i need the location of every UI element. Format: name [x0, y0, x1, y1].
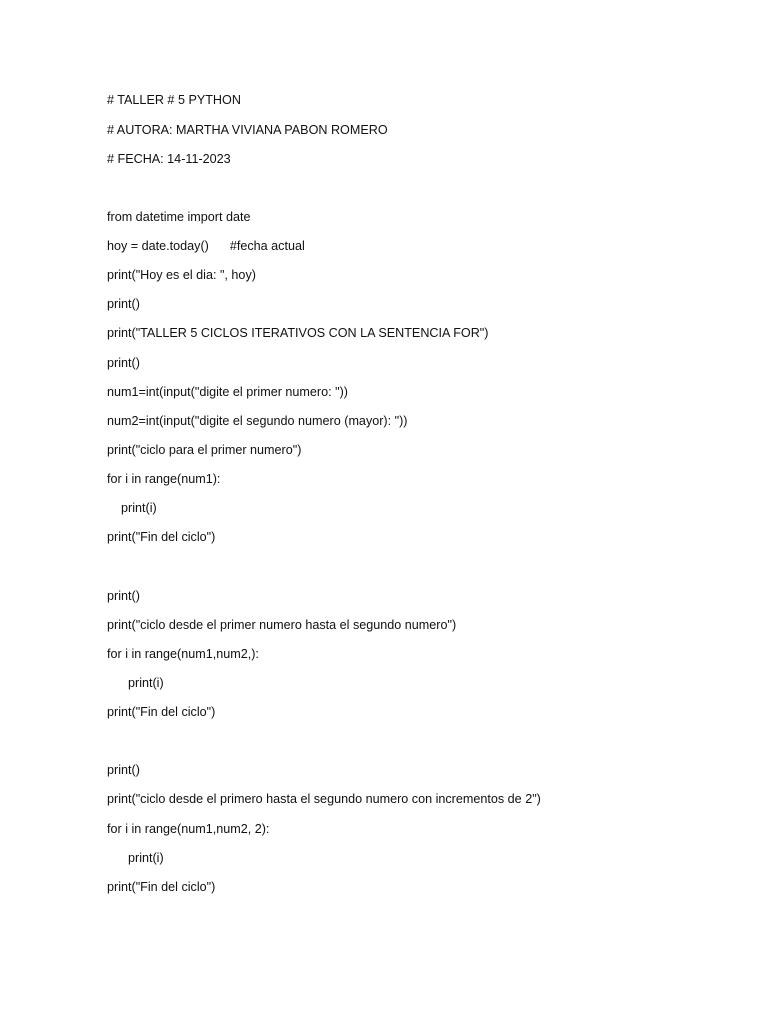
code-line: print("Fin del ciclo") [107, 880, 216, 894]
header-date-line: # FECHA: 14-11-2023 [107, 152, 231, 166]
code-line: print("ciclo desde el primer numero hasta el segundo numero") [107, 618, 457, 632]
code-line: for i in range(num1,num2, 2): [107, 822, 270, 836]
code-line: print(i) [107, 676, 164, 690]
code-line: from datetime import date [107, 210, 251, 224]
code-line: for i in range(num1): [107, 472, 221, 486]
code-line: print("Fin del ciclo") [107, 530, 216, 544]
code-line: print("ciclo para el primer numero") [107, 443, 302, 457]
header-title-line: # TALLER # 5 PYTHON [107, 93, 241, 107]
code-line: print() [107, 763, 140, 777]
code-line: print(i) [107, 851, 164, 865]
code-line: num1=int(input("digite el primer numero: ")) [107, 385, 348, 399]
code-line: num2=int(input("digite el segundo numero (mayor): ")) [107, 414, 408, 428]
code-line: print("ciclo desde el primero hasta el segundo numero con incrementos de 2") [107, 792, 541, 806]
code-line: for i in range(num1,num2,): [107, 647, 259, 661]
code-line: print() [107, 589, 140, 603]
code-line: print("Hoy es el dia: ", hoy) [107, 268, 256, 282]
code-line: hoy = date.today() #fecha actual [107, 239, 305, 253]
code-line: print() [107, 356, 140, 370]
code-line: print("Fin del ciclo") [107, 705, 216, 719]
code-line: print("TALLER 5 CICLOS ITERATIVOS CON LA SENTENCIA FOR") [107, 326, 489, 340]
code-line: print(i) [107, 501, 157, 515]
header-author-line: # AUTORA: MARTHA VIVIANA PABON ROMERO [107, 123, 388, 137]
code-line: print() [107, 297, 140, 311]
